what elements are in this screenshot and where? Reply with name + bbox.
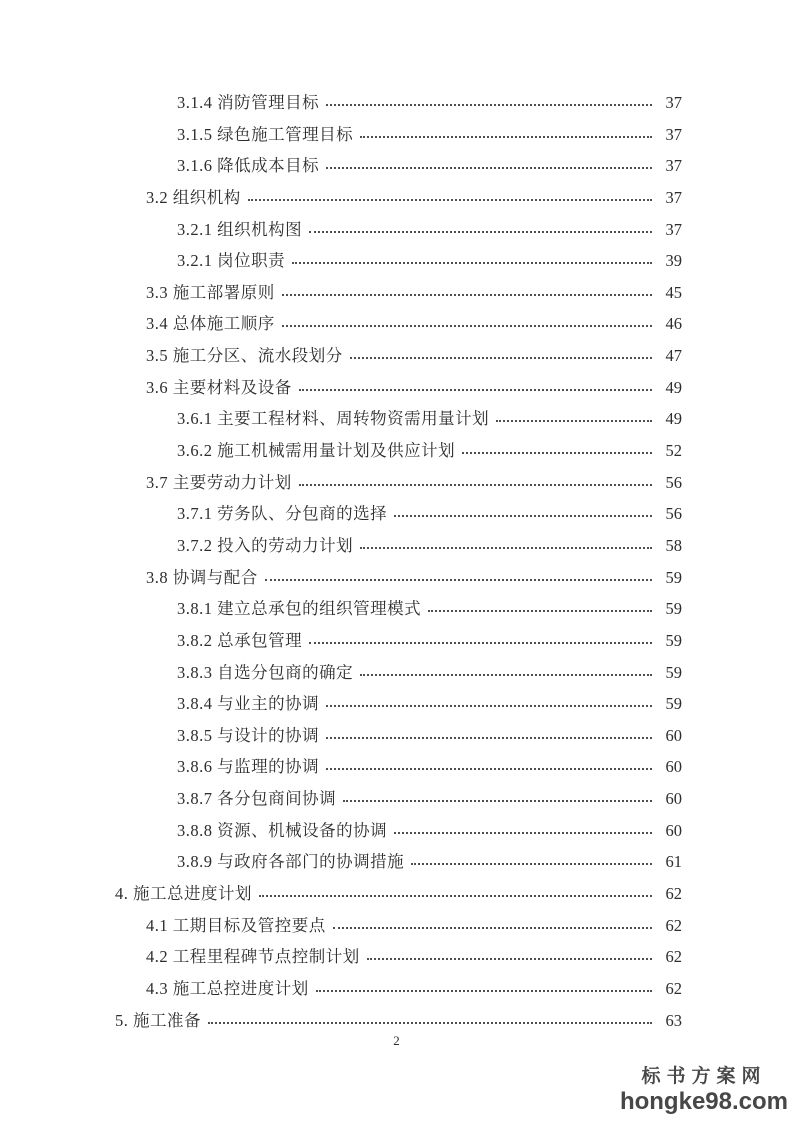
dotted-leader [309,231,652,233]
toc-entry [115,150,682,182]
toc-entry-label: 3.8.5 与设计的协调 [177,725,320,745]
toc-entry [115,688,682,720]
dotted-leader [282,294,652,296]
dotted-leader [299,484,652,486]
toc-entry-label: 3.2.1 岗位职责 [177,251,286,271]
toc-entry [115,340,682,372]
toc-entry-page-number: 37 [665,93,682,112]
toc-entry-label: 3.6.1 主要工程材料、周转物资需用量计划 [177,409,490,429]
toc-entry-page-number: 62 [665,947,682,967]
toc-entry [115,783,682,815]
toc-entry-label: 4.2 工程里程碑节点控制计划 [146,947,360,967]
toc-entry-label: 3.3 施工部署原则 [146,282,275,302]
toc-entry [115,308,682,340]
toc-entry-page-number: 61 [665,852,682,872]
toc-entry-page-number: 47 [665,346,682,366]
toc-entry-label: 3.7 主要劳动力计划 [146,472,292,492]
dotted-leader [326,104,652,106]
dotted-leader [333,927,652,929]
toc-entry-page-number: 60 [665,757,682,777]
toc-entry [115,245,682,277]
toc-entry-page-number: 59 [665,567,682,587]
dotted-leader [496,420,652,422]
toc-entry [115,657,682,689]
toc-entry [115,498,682,530]
toc-entry [115,751,682,783]
dotted-leader [316,990,652,992]
page-number: 2 [393,1033,400,1048]
toc-entry [115,182,682,214]
table-of-contents [115,87,682,1036]
toc-entry-page-number: 49 [665,377,682,397]
toc-entry [115,593,682,625]
dotted-leader [265,579,652,581]
toc-entry [115,625,682,657]
dotted-leader [326,705,652,707]
dotted-leader [299,389,652,391]
dotted-leader [350,357,652,359]
toc-entry-label: 3.8.1 建立总承包的组织管理模式 [177,599,422,619]
toc-entry-page-number: 60 [665,820,682,840]
dotted-leader [360,136,652,138]
toc-entry-page-number: 37 [665,156,682,176]
toc-entry-label: 3.8.6 与监理的协调 [177,757,320,777]
toc-entry [115,530,682,562]
watermark-site-name: 标书方案网 [641,1065,767,1087]
toc-entry-page-number: 59 [665,599,682,619]
dotted-leader [326,768,652,770]
toc-entry [115,941,682,973]
toc-entry [115,119,682,151]
toc-entry [115,720,682,752]
toc-entry-page-number: 56 [665,472,682,492]
toc-entry-label: 3.8.7 各分包商间协调 [177,789,337,809]
toc-entry [115,1005,682,1037]
toc-entry-page-number: 59 [665,694,682,714]
toc-entry-label: 3.5 施工分区、流水段划分 [146,346,343,366]
dotted-leader [360,547,652,549]
watermark [620,1067,788,1114]
toc-entry-page-number: 49 [665,409,682,429]
dotted-leader [326,737,652,739]
toc-entry-label: 3.8 协调与配合 [146,567,258,587]
dotted-leader [394,832,652,834]
toc-entry-page-number: 37 [665,219,682,239]
toc-entry-page-number: 62 [665,884,682,904]
toc-entry-label: 4.3 施工总控进度计划 [146,978,309,998]
toc-entry-page-number: 60 [665,789,682,809]
toc-entry-page-number: 46 [665,314,682,334]
toc-entry-label: 3.6.2 施工机械需用量计划及供应计划 [177,441,456,461]
toc-entry-label: 3.4 总体施工顺序 [146,314,275,334]
toc-entry-page-number: 62 [665,978,682,998]
dotted-leader [343,800,652,802]
dotted-leader [326,167,652,169]
toc-entry [115,87,682,119]
toc-entry [115,815,682,847]
dotted-leader [282,325,652,327]
dotted-leader [411,863,652,865]
dotted-leader [428,610,652,612]
toc-entry [115,467,682,499]
dotted-leader [360,674,652,676]
toc-entry-page-number: 45 [665,282,682,302]
toc-entry-label: 5. 施工准备 [115,1010,201,1030]
toc-entry-page-number: 37 [665,187,682,207]
toc-entry-label: 3.1.4 消防管理目标 [177,93,320,112]
dotted-leader [208,1022,652,1024]
toc-entry-page-number: 56 [665,504,682,524]
toc-entry [115,878,682,910]
dotted-leader [462,452,652,454]
toc-entry-label: 3.8.4 与业主的协调 [177,694,320,714]
dotted-leader [259,895,652,897]
toc-entry-page-number: 60 [665,725,682,745]
toc-entry-page-number: 59 [665,662,682,682]
toc-entry-label: 3.1.5 绿色施工管理目标 [177,124,354,144]
toc-entry [115,846,682,878]
toc-entry-label: 3.2.1 组织机构图 [177,219,303,239]
toc-entry-label: 3.8.3 自选分包商的确定 [177,662,354,682]
toc-entry-page-number: 37 [665,124,682,144]
watermark-site-url: hongke98.com [619,1087,788,1115]
toc-entry [115,910,682,942]
toc-entry-label: 4. 施工总进度计划 [115,884,252,904]
toc-entry-page-number: 39 [665,251,682,271]
toc-entry-label: 4.1 工期目标及管控要点 [146,915,326,935]
toc-entry-label: 3.8.8 资源、机械设备的协调 [177,820,388,840]
toc-entry-label: 3.7.1 劳务队、分包商的选择 [177,504,388,524]
toc-entry-page-number: 62 [665,915,682,935]
toc-entry [115,403,682,435]
toc-entry [115,277,682,309]
toc-entry [115,562,682,594]
toc-entry-page-number: 58 [665,535,682,555]
toc-entry-page-number: 63 [665,1010,682,1030]
toc-entry-page-number: 59 [665,630,682,650]
toc-entry-label: 3.7.2 投入的劳动力计划 [177,535,354,555]
dotted-leader [394,515,652,517]
toc-entry-label: 3.6 主要材料及设备 [146,377,292,397]
dotted-leader [292,262,652,264]
toc-entry [115,214,682,246]
dotted-leader [248,199,652,201]
toc-entry [115,372,682,404]
toc-entry [115,973,682,1005]
toc-entry [115,435,682,467]
toc-entry-label: 3.8.9 与政府各部门的协调措施 [177,852,405,872]
toc-entry-label: 3.1.6 降低成本目标 [177,156,320,176]
toc-entry-label: 3.2 组织机构 [146,187,241,207]
dotted-leader [367,958,652,960]
toc-entry-page-number: 52 [665,441,682,461]
dotted-leader [309,642,652,644]
toc-entry-label: 3.8.2 总承包管理 [177,630,303,650]
